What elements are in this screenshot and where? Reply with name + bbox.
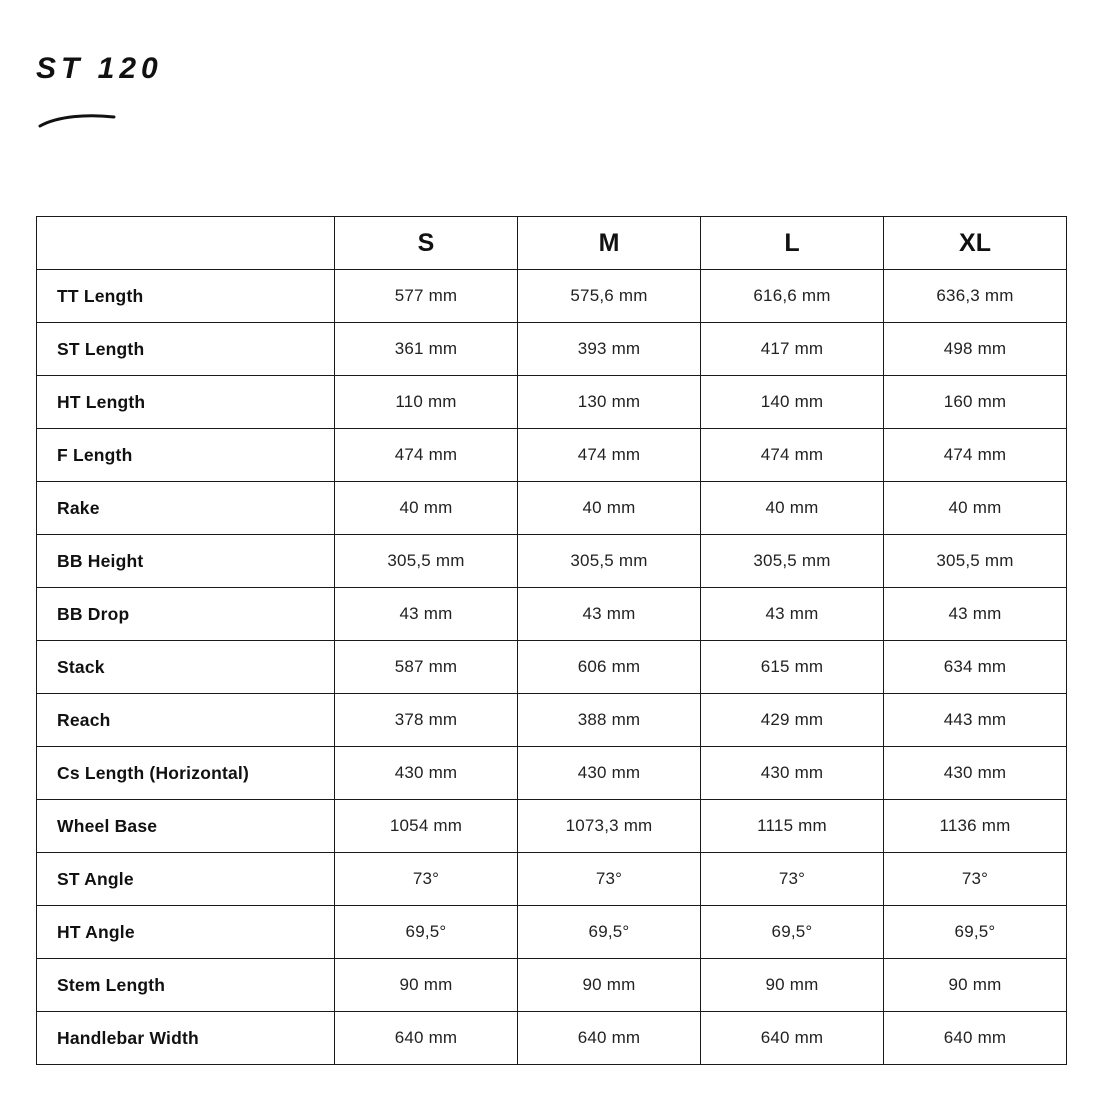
row-label: Cs Length (Horizontal) (37, 747, 335, 800)
row-value: 43 mm (884, 588, 1067, 641)
table-corner-cell (37, 217, 335, 270)
row-value: 430 mm (518, 747, 701, 800)
row-value: 110 mm (335, 376, 518, 429)
column-header-l: L (701, 217, 884, 270)
row-value: 474 mm (701, 429, 884, 482)
table-row (37, 747, 1067, 800)
row-label: Reach (37, 694, 335, 747)
row-label: BB Height (37, 535, 335, 588)
row-label: Handlebar Width (37, 1012, 335, 1065)
row-label: Stack (37, 641, 335, 694)
table-header-row (37, 217, 1067, 270)
row-value: 361 mm (335, 323, 518, 376)
row-value: 474 mm (335, 429, 518, 482)
row-value: 40 mm (518, 482, 701, 535)
row-value: 640 mm (335, 1012, 518, 1065)
row-value: 378 mm (335, 694, 518, 747)
row-value: 443 mm (884, 694, 1067, 747)
row-value: 640 mm (701, 1012, 884, 1065)
row-label: F Length (37, 429, 335, 482)
row-label: BB Drop (37, 588, 335, 641)
row-value: 69,5° (701, 906, 884, 959)
row-value: 615 mm (701, 641, 884, 694)
table-row (37, 853, 1067, 906)
row-label: HT Angle (37, 906, 335, 959)
row-value: 587 mm (335, 641, 518, 694)
swoosh-underline-icon (38, 112, 118, 130)
geometry-table (36, 216, 1067, 1065)
row-label: Wheel Base (37, 800, 335, 853)
row-value: 429 mm (701, 694, 884, 747)
row-label: Rake (37, 482, 335, 535)
table-row (37, 270, 1067, 323)
row-value: 90 mm (701, 959, 884, 1012)
table-row (37, 906, 1067, 959)
row-value: 40 mm (884, 482, 1067, 535)
row-value: 69,5° (518, 906, 701, 959)
row-label: TT Length (37, 270, 335, 323)
row-label: HT Length (37, 376, 335, 429)
table-row (37, 482, 1067, 535)
row-value: 73° (884, 853, 1067, 906)
row-value: 636,3 mm (884, 270, 1067, 323)
table-row (37, 800, 1067, 853)
row-value: 640 mm (884, 1012, 1067, 1065)
row-value: 73° (335, 853, 518, 906)
row-value: 305,5 mm (884, 535, 1067, 588)
table-row (37, 429, 1067, 482)
row-value: 90 mm (335, 959, 518, 1012)
table-row (37, 694, 1067, 747)
row-value: 73° (518, 853, 701, 906)
row-value: 417 mm (701, 323, 884, 376)
table-row (37, 1012, 1067, 1065)
row-value: 1136 mm (884, 800, 1067, 853)
table-row (37, 376, 1067, 429)
row-value: 40 mm (701, 482, 884, 535)
row-value: 305,5 mm (518, 535, 701, 588)
row-value: 393 mm (518, 323, 701, 376)
row-value: 616,6 mm (701, 270, 884, 323)
row-value: 40 mm (335, 482, 518, 535)
column-header-m: M (518, 217, 701, 270)
row-label: ST Length (37, 323, 335, 376)
table-row (37, 535, 1067, 588)
geometry-table-wrapper (36, 216, 1066, 1065)
row-value: 498 mm (884, 323, 1067, 376)
row-value: 634 mm (884, 641, 1067, 694)
table-row (37, 959, 1067, 1012)
table-body (37, 270, 1067, 1065)
row-value: 130 mm (518, 376, 701, 429)
row-value: 1054 mm (335, 800, 518, 853)
table-row (37, 323, 1067, 376)
row-value: 606 mm (518, 641, 701, 694)
row-value: 305,5 mm (701, 535, 884, 588)
row-value: 575,6 mm (518, 270, 701, 323)
row-value: 43 mm (518, 588, 701, 641)
row-value: 69,5° (335, 906, 518, 959)
row-value: 577 mm (335, 270, 518, 323)
row-value: 474 mm (884, 429, 1067, 482)
row-value: 305,5 mm (335, 535, 518, 588)
page-title: ST 120 (36, 52, 163, 85)
row-value: 430 mm (701, 747, 884, 800)
column-header-xl: XL (884, 217, 1067, 270)
row-value: 388 mm (518, 694, 701, 747)
row-value: 1115 mm (701, 800, 884, 853)
row-value: 140 mm (701, 376, 884, 429)
column-header-s: S (335, 217, 518, 270)
row-value: 474 mm (518, 429, 701, 482)
row-value: 90 mm (518, 959, 701, 1012)
row-value: 43 mm (701, 588, 884, 641)
row-label: ST Angle (37, 853, 335, 906)
table-row (37, 588, 1067, 641)
table-header (37, 217, 1067, 270)
row-value: 43 mm (335, 588, 518, 641)
row-value: 73° (701, 853, 884, 906)
row-value: 160 mm (884, 376, 1067, 429)
row-value: 90 mm (884, 959, 1067, 1012)
table-row (37, 641, 1067, 694)
row-value: 430 mm (335, 747, 518, 800)
row-value: 640 mm (518, 1012, 701, 1065)
row-value: 1073,3 mm (518, 800, 701, 853)
row-value: 69,5° (884, 906, 1067, 959)
row-label: Stem Length (37, 959, 335, 1012)
row-value: 430 mm (884, 747, 1067, 800)
